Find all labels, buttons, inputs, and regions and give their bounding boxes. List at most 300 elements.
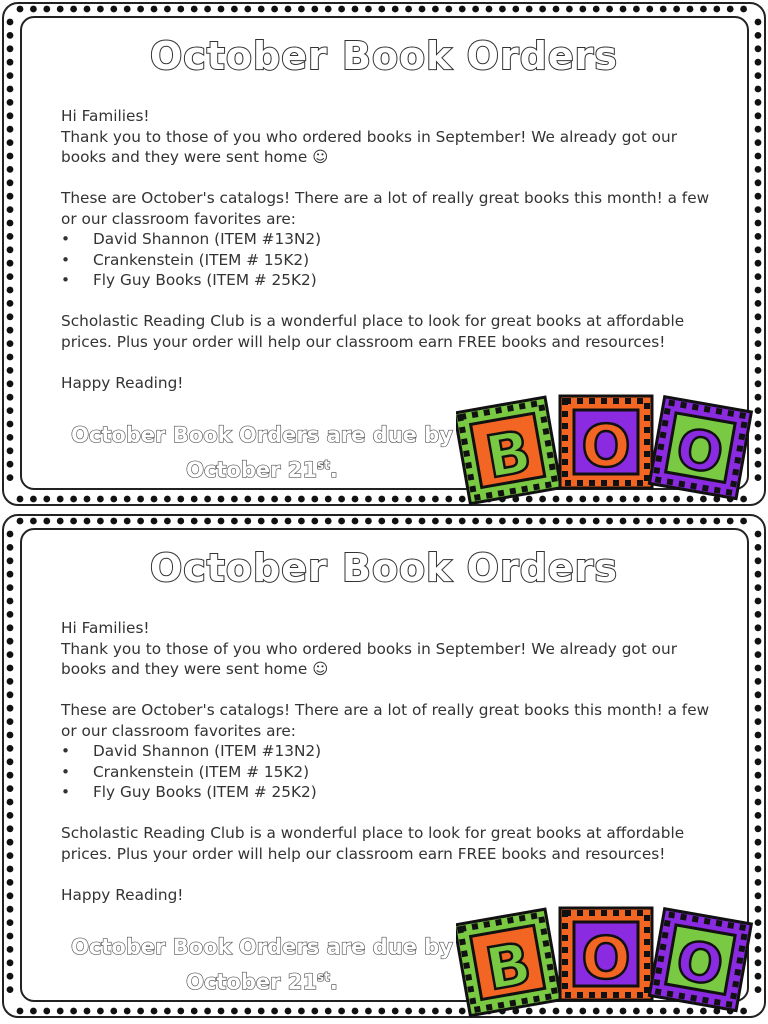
border-dot bbox=[755, 327, 762, 334]
border-dot bbox=[713, 518, 720, 525]
border-dot bbox=[755, 193, 762, 200]
border-dot bbox=[620, 518, 627, 525]
border-dot bbox=[755, 611, 762, 618]
border-dot bbox=[740, 6, 747, 13]
border-dot bbox=[7, 474, 14, 481]
border-dot bbox=[7, 246, 14, 253]
border-dot bbox=[432, 1008, 439, 1015]
border-dot bbox=[7, 866, 14, 873]
border-dot bbox=[755, 273, 762, 280]
border-dot bbox=[755, 705, 762, 712]
border-dot bbox=[311, 496, 318, 503]
due-line-2: October 21st. bbox=[186, 970, 338, 994]
svg-text:O: O bbox=[581, 412, 631, 480]
border-dot bbox=[7, 233, 14, 240]
thanks-line-2: books and they were sent home ☺ bbox=[61, 660, 329, 678]
border-dot bbox=[97, 518, 104, 525]
border-dot bbox=[755, 287, 762, 294]
border-dot bbox=[606, 518, 613, 525]
catalog-line-1: These are October's catalogs! There are a lot of really great books this month! a few bbox=[61, 189, 710, 207]
club-line-1: Scholastic Reading Club is a wonderful place to look for great books at affordable bbox=[61, 824, 685, 842]
border-dot bbox=[7, 407, 14, 414]
border-dot bbox=[365, 1008, 372, 1015]
border-dot bbox=[151, 496, 158, 503]
border-dot bbox=[445, 1008, 452, 1015]
border-dot bbox=[7, 745, 14, 752]
border-dot bbox=[7, 624, 14, 631]
border-dot bbox=[687, 518, 694, 525]
boo-blocks-graphic bbox=[456, 390, 756, 510]
border-dot bbox=[755, 206, 762, 213]
border-dot bbox=[419, 1008, 426, 1015]
border-dot bbox=[7, 651, 14, 658]
border-dot bbox=[472, 6, 479, 13]
border-dot bbox=[539, 518, 546, 525]
border-dot bbox=[137, 496, 144, 503]
border-dot bbox=[7, 892, 14, 899]
border-dot bbox=[325, 518, 332, 525]
border-dot bbox=[43, 6, 50, 13]
border-dot bbox=[43, 518, 50, 525]
border-dot bbox=[755, 892, 762, 899]
border-dot bbox=[7, 300, 14, 307]
border-dot bbox=[7, 340, 14, 347]
border-dot bbox=[486, 518, 493, 525]
flyer-title: October Book Orders bbox=[149, 34, 619, 78]
border-dot bbox=[392, 1008, 399, 1015]
border-dot bbox=[700, 6, 707, 13]
border-dot bbox=[285, 496, 292, 503]
border-dot bbox=[218, 1008, 225, 1015]
border-dot bbox=[432, 496, 439, 503]
due-date-notice bbox=[58, 932, 466, 997]
club-line-2: prices. Plus your order will help our classroom earn FREE books and resources! bbox=[61, 332, 666, 351]
border-dot bbox=[325, 1008, 332, 1015]
border-dot bbox=[472, 518, 479, 525]
border-dot bbox=[7, 531, 14, 538]
border-dot bbox=[271, 496, 278, 503]
border-dot bbox=[311, 6, 318, 13]
border-dot bbox=[7, 126, 14, 133]
border-dot bbox=[124, 1008, 131, 1015]
bullet-icon: • bbox=[61, 762, 71, 781]
border-dot bbox=[392, 6, 399, 13]
club-line-1: Scholastic Reading Club is a wonderful place to look for great books at affordable bbox=[61, 312, 685, 330]
border-dot bbox=[755, 638, 762, 645]
border-dot bbox=[164, 496, 171, 503]
border-dot bbox=[204, 6, 211, 13]
border-dot bbox=[378, 6, 385, 13]
border-dot bbox=[191, 1008, 198, 1015]
border-dot bbox=[124, 518, 131, 525]
border-dot bbox=[7, 758, 14, 765]
border-dot bbox=[137, 6, 144, 13]
border-dot bbox=[755, 19, 762, 26]
signoff: Happy Reading! bbox=[61, 885, 184, 904]
border-dot bbox=[7, 193, 14, 200]
boo-block-o1 bbox=[560, 396, 652, 488]
border-dot bbox=[84, 6, 91, 13]
border-dot bbox=[755, 112, 762, 119]
border-dot bbox=[646, 6, 653, 13]
border-dot bbox=[57, 1008, 64, 1015]
border-dot bbox=[7, 598, 14, 605]
border-dot bbox=[298, 518, 305, 525]
border-dot bbox=[177, 496, 184, 503]
due-date-notice bbox=[58, 420, 466, 485]
border-dot bbox=[755, 745, 762, 752]
border-dot bbox=[7, 879, 14, 886]
border-dot bbox=[218, 518, 225, 525]
thanks-line-2: books and they were sent home ☺ bbox=[61, 148, 329, 166]
boo-block-b bbox=[456, 397, 561, 504]
border-dot bbox=[755, 718, 762, 725]
bullet-icon: • bbox=[61, 783, 71, 801]
border-dot bbox=[244, 518, 251, 525]
border-dot bbox=[486, 6, 493, 13]
border-dot bbox=[419, 518, 426, 525]
border-dot bbox=[700, 518, 707, 525]
border-dot bbox=[70, 496, 77, 503]
svg-text:B: B bbox=[480, 416, 537, 492]
flyer-body bbox=[61, 618, 731, 905]
border-dot bbox=[137, 518, 144, 525]
border-dot bbox=[325, 496, 332, 503]
border-dot bbox=[124, 496, 131, 503]
svg-text:O: O bbox=[581, 924, 631, 992]
border-dot bbox=[7, 313, 14, 320]
border-dot bbox=[7, 799, 14, 806]
border-dot bbox=[673, 518, 680, 525]
border-dot bbox=[218, 6, 225, 13]
bullet-icon: • bbox=[61, 271, 71, 289]
border-dot bbox=[459, 6, 466, 13]
border-dot bbox=[7, 825, 14, 832]
border-dot bbox=[7, 273, 14, 280]
border-dot bbox=[445, 496, 452, 503]
list-item: • David Shannon (ITEM #13N2) bbox=[61, 230, 322, 248]
border-dot bbox=[445, 6, 452, 13]
border-dot bbox=[755, 220, 762, 227]
border-dot bbox=[7, 718, 14, 725]
border-dot bbox=[177, 6, 184, 13]
border-dot bbox=[151, 6, 158, 13]
border-dot bbox=[244, 6, 251, 13]
border-dot bbox=[660, 6, 667, 13]
border-dot bbox=[392, 518, 399, 525]
border-dot bbox=[7, 380, 14, 387]
boo-block-o1 bbox=[560, 908, 652, 1000]
border-dot bbox=[84, 518, 91, 525]
border-dot bbox=[7, 919, 14, 926]
border-dot bbox=[231, 6, 238, 13]
border-dot bbox=[7, 638, 14, 645]
border-dot bbox=[365, 518, 372, 525]
border-dot bbox=[7, 99, 14, 106]
border-dot bbox=[755, 260, 762, 267]
border-dot bbox=[512, 6, 519, 13]
border-dot bbox=[499, 518, 506, 525]
list-item: • Crankenstein (ITEM # 15K2) bbox=[61, 250, 310, 269]
greeting: Hi Families! bbox=[61, 107, 150, 125]
border-dot bbox=[30, 518, 37, 525]
border-dot bbox=[7, 906, 14, 913]
border-dot bbox=[244, 1008, 251, 1015]
border-dot bbox=[755, 852, 762, 859]
border-dot bbox=[258, 6, 265, 13]
border-dot bbox=[231, 518, 238, 525]
border-dot bbox=[7, 959, 14, 966]
border-dot bbox=[755, 300, 762, 307]
border-dot bbox=[405, 496, 412, 503]
border-dot bbox=[459, 518, 466, 525]
border-dot bbox=[755, 799, 762, 806]
border-dot bbox=[755, 866, 762, 873]
border-dot bbox=[378, 496, 385, 503]
border-dot bbox=[755, 380, 762, 387]
border-dot bbox=[298, 6, 305, 13]
border-dot bbox=[258, 496, 265, 503]
border-dot bbox=[164, 6, 171, 13]
border-dot bbox=[84, 1008, 91, 1015]
border-dot bbox=[137, 1008, 144, 1015]
border-dot bbox=[258, 1008, 265, 1015]
border-dot bbox=[7, 260, 14, 267]
border-dot bbox=[7, 812, 14, 819]
border-dot bbox=[7, 785, 14, 792]
border-dot bbox=[110, 6, 117, 13]
list-item: • Crankenstein (ITEM # 15K2) bbox=[61, 762, 310, 781]
border-dot bbox=[755, 246, 762, 253]
flyer-body bbox=[61, 106, 731, 393]
catalog-line-1: These are October's catalogs! There are a lot of really great books this month! a few bbox=[61, 701, 710, 719]
border-dot bbox=[164, 518, 171, 525]
border-dot bbox=[755, 678, 762, 685]
bullet-icon: • bbox=[61, 742, 71, 760]
border-dot bbox=[755, 839, 762, 846]
border-dot bbox=[405, 1008, 412, 1015]
list-item: • David Shannon (ITEM #13N2) bbox=[61, 742, 322, 760]
border-dot bbox=[755, 86, 762, 93]
border-dot bbox=[633, 6, 640, 13]
flyer-title: October Book Orders bbox=[149, 546, 619, 590]
border-dot bbox=[7, 367, 14, 374]
border-dot bbox=[17, 1008, 24, 1015]
border-dot bbox=[151, 518, 158, 525]
greeting: Hi Families! bbox=[61, 619, 150, 637]
boo-block-o2 bbox=[649, 909, 751, 1011]
border-dot bbox=[499, 6, 506, 13]
border-dot bbox=[755, 879, 762, 886]
border-dot bbox=[352, 1008, 359, 1015]
border-dot bbox=[110, 496, 117, 503]
border-dot bbox=[204, 1008, 211, 1015]
bullet-icon: • bbox=[61, 250, 71, 269]
border-dot bbox=[110, 1008, 117, 1015]
border-dot bbox=[593, 518, 600, 525]
border-dot bbox=[271, 1008, 278, 1015]
border-dot bbox=[70, 518, 77, 525]
border-dot bbox=[177, 1008, 184, 1015]
border-dot bbox=[311, 518, 318, 525]
border-dot bbox=[7, 852, 14, 859]
border-dot bbox=[338, 1008, 345, 1015]
border-dot bbox=[231, 1008, 238, 1015]
border-dot bbox=[365, 496, 372, 503]
border-dot bbox=[7, 139, 14, 146]
border-dot bbox=[97, 496, 104, 503]
border-dot bbox=[579, 6, 586, 13]
catalog-line-2: or our classroom favorites are: bbox=[61, 209, 296, 228]
border-dot bbox=[755, 624, 762, 631]
border-dot bbox=[7, 691, 14, 698]
signoff: Happy Reading! bbox=[61, 373, 184, 392]
border-dot bbox=[727, 518, 734, 525]
border-dot bbox=[755, 691, 762, 698]
border-dot bbox=[97, 6, 104, 13]
border-dot bbox=[57, 518, 64, 525]
border-dot bbox=[110, 518, 117, 525]
border-dot bbox=[7, 611, 14, 618]
border-dot bbox=[432, 518, 439, 525]
border-dot bbox=[606, 6, 613, 13]
border-dot bbox=[755, 531, 762, 538]
list-item: • Fly Guy Books (ITEM # 25K2) bbox=[61, 783, 317, 801]
border-dot bbox=[124, 6, 131, 13]
thanks-line-1: Thank you to those of you who ordered books in September! We already got our bbox=[61, 127, 677, 146]
border-dot bbox=[755, 598, 762, 605]
thanks-line-1: Thank you to those of you who ordered books in September! We already got our bbox=[61, 639, 677, 658]
border-dot bbox=[755, 354, 762, 361]
border-dot bbox=[755, 651, 762, 658]
border-dot bbox=[231, 496, 238, 503]
border-dot bbox=[566, 518, 573, 525]
border-dot bbox=[352, 518, 359, 525]
border-dot bbox=[352, 496, 359, 503]
bullet-icon: • bbox=[61, 230, 71, 248]
border-dot bbox=[566, 6, 573, 13]
favorites-list bbox=[61, 741, 731, 803]
border-dot bbox=[755, 665, 762, 672]
border-dot bbox=[553, 6, 560, 13]
border-dot bbox=[755, 825, 762, 832]
border-dot bbox=[7, 772, 14, 779]
border-dot bbox=[7, 665, 14, 672]
catalog-line-2: or our classroom favorites are: bbox=[61, 721, 296, 740]
border-dot bbox=[365, 6, 372, 13]
border-dot bbox=[755, 340, 762, 347]
due-line-1: October Book Orders are due by bbox=[71, 423, 453, 447]
club-line-2: prices. Plus your order will help our classroom earn FREE books and resources! bbox=[61, 844, 666, 863]
border-dot bbox=[43, 496, 50, 503]
border-dot bbox=[325, 6, 332, 13]
border-dot bbox=[755, 812, 762, 819]
border-dot bbox=[7, 206, 14, 213]
due-line-2: October 21st. bbox=[186, 458, 338, 482]
border-dot bbox=[7, 705, 14, 712]
border-dot bbox=[7, 732, 14, 739]
border-dot bbox=[7, 287, 14, 294]
border-dot bbox=[539, 6, 546, 13]
due-line-1: October Book Orders are due by bbox=[71, 935, 453, 959]
border-dot bbox=[43, 1008, 50, 1015]
flyer-bottom bbox=[0, 512, 768, 1020]
border-dot bbox=[57, 496, 64, 503]
boo-block-o2 bbox=[649, 397, 751, 499]
border-dot bbox=[7, 394, 14, 401]
border-dot bbox=[755, 99, 762, 106]
border-dot bbox=[285, 1008, 292, 1015]
border-dot bbox=[7, 434, 14, 441]
svg-text:B: B bbox=[480, 928, 537, 1004]
border-dot bbox=[7, 447, 14, 454]
border-dot bbox=[7, 839, 14, 846]
border-dot bbox=[713, 6, 720, 13]
border-dot bbox=[30, 6, 37, 13]
border-dot bbox=[432, 6, 439, 13]
border-dot bbox=[687, 6, 694, 13]
border-dot bbox=[755, 313, 762, 320]
border-dot bbox=[17, 518, 24, 525]
border-dot bbox=[7, 973, 14, 980]
border-dot bbox=[285, 6, 292, 13]
border-dot bbox=[755, 179, 762, 186]
border-dot bbox=[755, 166, 762, 173]
border-dot bbox=[740, 518, 747, 525]
border-dot bbox=[553, 518, 560, 525]
border-dot bbox=[338, 496, 345, 503]
border-dot bbox=[646, 518, 653, 525]
border-dot bbox=[755, 732, 762, 739]
border-dot bbox=[755, 772, 762, 779]
border-dot bbox=[7, 327, 14, 334]
border-dot bbox=[7, 946, 14, 953]
border-dot bbox=[445, 518, 452, 525]
border-dot bbox=[7, 354, 14, 361]
border-dot bbox=[620, 6, 627, 13]
border-dot bbox=[7, 19, 14, 26]
border-dot bbox=[7, 678, 14, 685]
border-dot bbox=[17, 496, 24, 503]
border-dot bbox=[17, 6, 24, 13]
border-dot bbox=[755, 758, 762, 765]
border-dot bbox=[755, 233, 762, 240]
border-dot bbox=[378, 518, 385, 525]
svg-text:O: O bbox=[671, 928, 728, 999]
border-dot bbox=[579, 518, 586, 525]
border-dot bbox=[70, 1008, 77, 1015]
border-dot bbox=[191, 518, 198, 525]
border-dot bbox=[755, 367, 762, 374]
border-dot bbox=[244, 496, 251, 503]
border-dot bbox=[673, 6, 680, 13]
flyer-top bbox=[0, 0, 768, 508]
border-dot bbox=[660, 518, 667, 525]
border-dot bbox=[191, 496, 198, 503]
svg-text:O: O bbox=[671, 416, 728, 487]
border-dot bbox=[526, 518, 533, 525]
border-dot bbox=[352, 6, 359, 13]
boo-blocks-graphic bbox=[456, 902, 756, 1022]
border-dot bbox=[755, 126, 762, 133]
border-dot bbox=[84, 496, 91, 503]
border-dot bbox=[7, 461, 14, 468]
border-dot bbox=[285, 518, 292, 525]
border-dot bbox=[151, 1008, 158, 1015]
border-dot bbox=[419, 6, 426, 13]
border-dot bbox=[755, 139, 762, 146]
border-dot bbox=[30, 1008, 37, 1015]
